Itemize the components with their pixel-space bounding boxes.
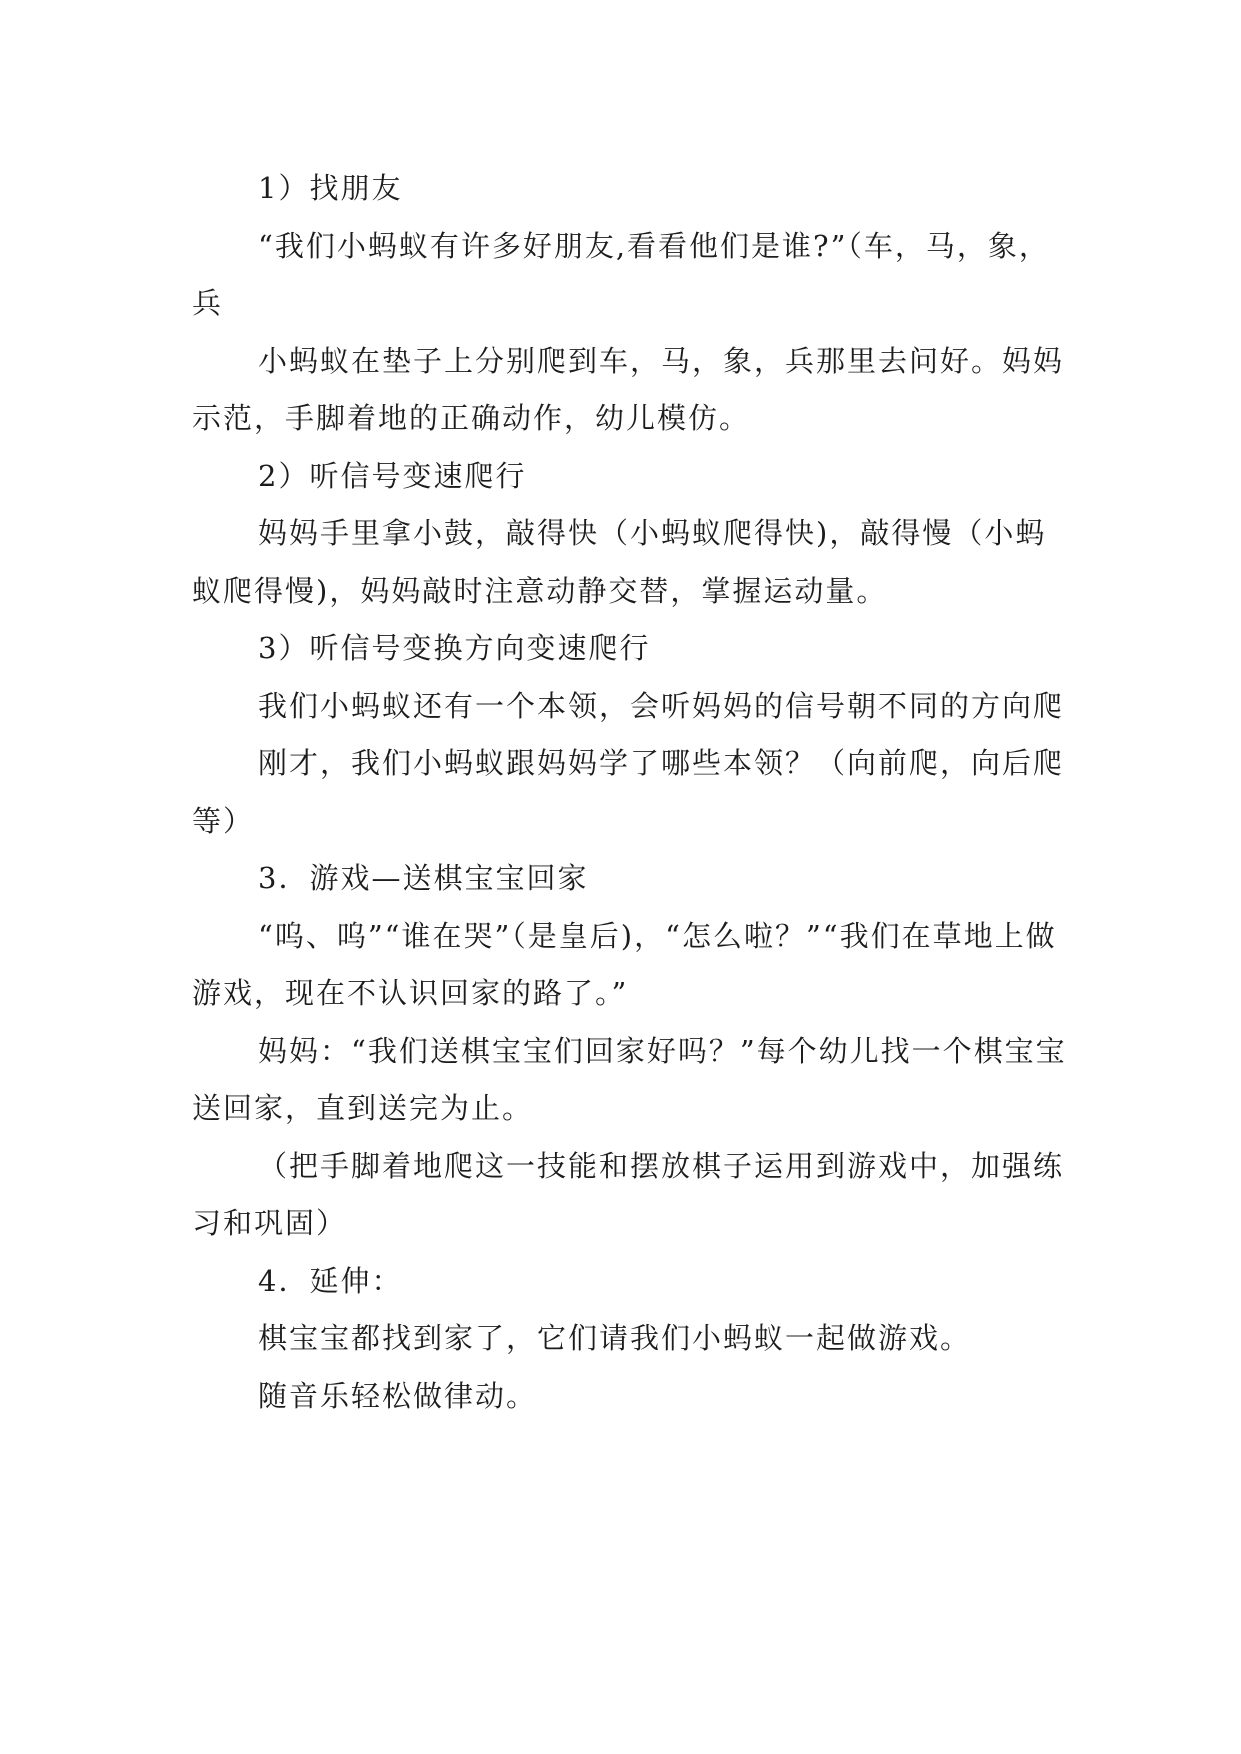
subheading-signal-direction: 3）听信号变换方向变速爬行 (258, 631, 651, 665)
paragraph-review-skills: 刚才，我们小蚂蚁跟妈妈学了哪些本领？（向前爬，向后爬等） (192, 746, 1065, 838)
paragraph-mom-send-home: 妈妈：“我们送棋宝宝们回家好吗？”每个幼儿找一个棋宝宝送回家，直到送完为止。 (192, 1033, 1067, 1125)
document-body (192, 160, 1072, 1425)
paragraph-practice-note: （把手脚着地爬这一技能和摆放棋子运用到游戏中，加强练习和巩固） (192, 1148, 1065, 1240)
paragraph-drum-speed: 妈妈手里拿小鼓，敲得快（小蚂蚁爬得快)，敲得慢（小蚂蚁爬得慢)，妈妈敲时注意动静交替，掌握运动量。 (192, 516, 1047, 608)
subheading-signal-speed: 2）听信号变速爬行 (258, 458, 527, 493)
heading-extension: 4．延伸： (258, 1263, 403, 1298)
paragraph-crying-dialogue: “呜、呜”“谁在哭”（是皇后)，“怎么啦？”“我们在草地上做游戏，现在不认识回家的路了。” (192, 918, 1057, 1010)
paragraph-friends-question: “我们小蚂蚁有许多好朋友,看看他们是谁?”（车，马，象，兵 (192, 228, 1050, 320)
heading-game-send-home: 3．游戏—送棋宝宝回家 (258, 861, 589, 895)
subheading-find-friends: 1）找朋友 (258, 171, 403, 205)
paragraph-direction-skill: 我们小蚂蚁还有一个本领，会听妈妈的信号朝不同的方向爬 (258, 688, 1065, 723)
paragraph-play-together: 棋宝宝都找到家了，它们请我们小蚂蚁一起做游戏。 (258, 1321, 972, 1355)
paragraph-greeting-demo: 小蚂蚁在垫子上分别爬到车，马，象，兵那里去问好。妈妈示范，手脚着地的正确动作，幼儿模仿。 (192, 343, 1065, 435)
paragraph-music-rhythm: 随音乐轻松做律动。 (258, 1378, 538, 1413)
